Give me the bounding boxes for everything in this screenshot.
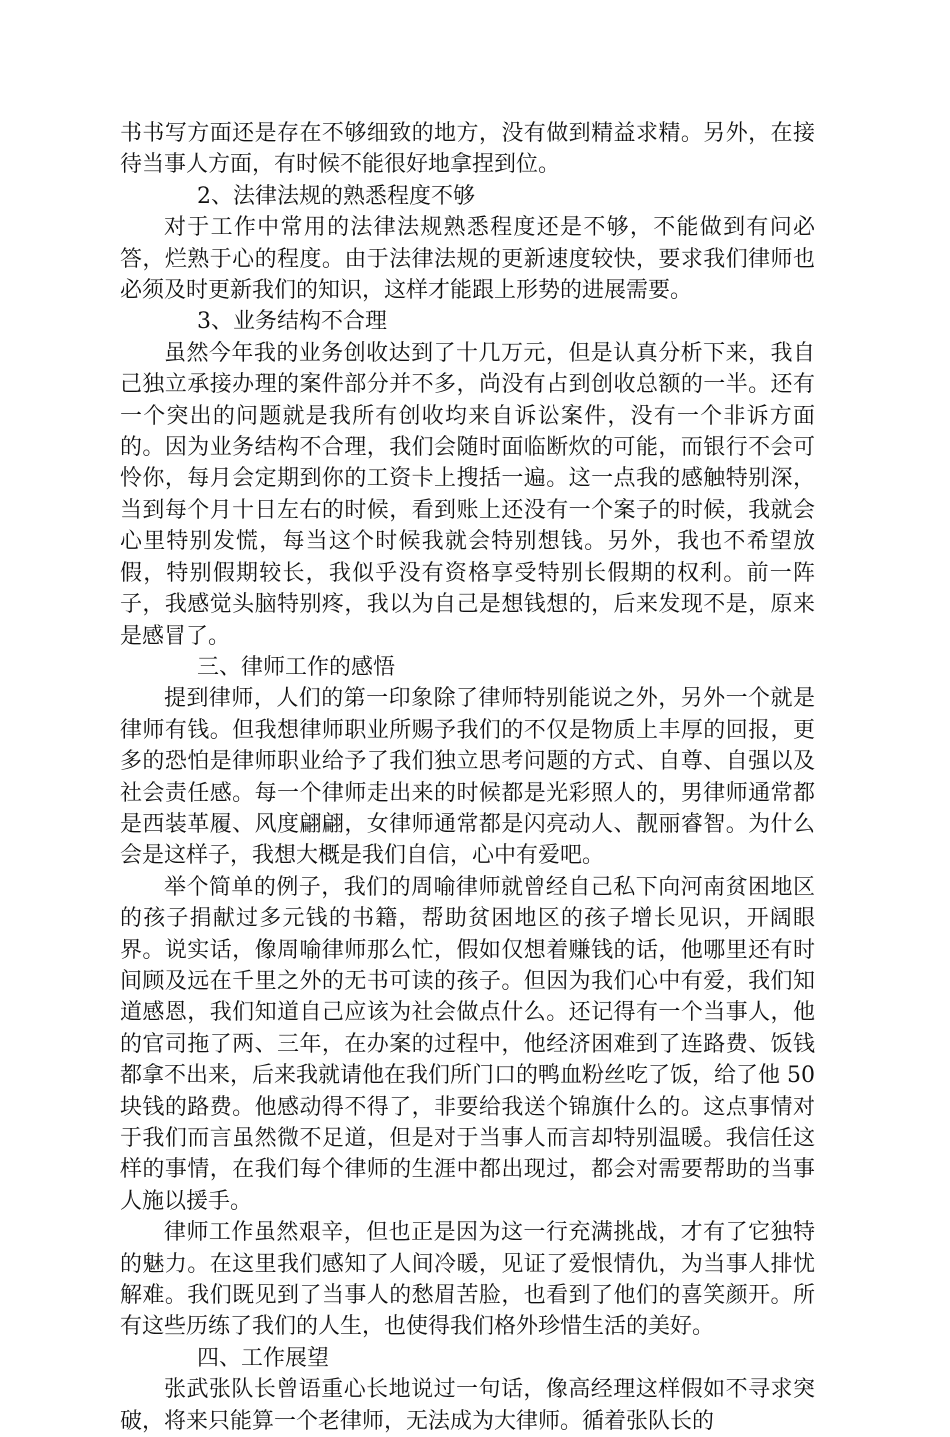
subheading-laws-familiarity: 2、法律法规的熟悉程度不够 [197, 183, 475, 209]
paragraph-outlook: 张武张队长曾语重心长地说过一句话，像高经理这样假如不寻求突破，将来只能算一个老律师，无法成为大律师。循着张队长的 [120, 1377, 815, 1434]
paragraph-business-structure: 虽然今年我的业务创收达到了十几万元，但是认真分析下来，我自己独立承接办理的案件部分并不多，尚没有占到创收总额的一半。还有一个突出的问题就是我所有创收均来自诉讼案件，没有一个非诉方面的。因为业务结构不合理，我们会随时面临断炊的可能，而银行不会可怜你，每月会定期到你的工资卡上搜括一遍。这一点我的感触特别深，当到每个月十日左右的时候，看到账上还没有一个案子的时候，我就会心里特别发慌，每当这个时候我就会特别想钱。另外，我也不希望放假，特别假期较长，我似乎没有资格享受特别长假期的权利。前一阵子，我感觉头脑特别疼，我以为自己是想钱想的，后来发现不是，原来是感冒了。 [120, 340, 815, 649]
paragraph-insights-3: 律师工作虽然艰辛，但也正是因为这一行充满挑战，才有了它独特的魅力。在这里我们感知了人间冷暖，见证了爱恨情仇，为当事人排忧解难。我们既见到了当事人的愁眉苦脸，也看到了他们的喜笑颜开。所有这些历练了我们的人生，也使得我们格外珍惜生活的美好。 [120, 1220, 815, 1340]
paragraph-insights-2: 举个简单的例子，我们的周喻律师就曾经自己私下向河南贫困地区的孩子捐献过多元钱的书籍，帮助贫困地区的孩子增长见识，开阔眼界。说实话，像周喻律师那么忙，假如仅想着赚钱的话，他哪里还有时间顾及远在千里之外的无书可读的孩子。但因为我们心中有爱，我们知道感恩，我们知道自己应该为社会做点什么。还记得有一个当事人，他的官司拖了两、三年，在办案的过程中，他经济困难到了连路费、饭钱都拿不出来，后来我就请他在我们所门口的鸭血粉丝吃了饭，给了他 50 块钱的路费。他感动得不得了，非要给我送个锦旗什么的。这点事情对于我们而言虽然微不足道，但是对于当事人而言却特别温暖。我信任这样的事情，在我们每个律师的生涯中都出现过，都会对需要帮助的当事人施以援手。 [120, 874, 815, 1214]
document-page [120, 118, 815, 1437]
section-heading-insights: 三、律师工作的感悟 [197, 654, 396, 680]
section-heading-outlook: 四、工作展望 [197, 1345, 330, 1371]
paragraph-continuation: 书书写方面还是存在不够细致的地方，没有做到精益求精。另外，在接待当事人方面，有时候不能很好地拿捏到位。 [120, 121, 815, 178]
paragraph-laws-familiarity: 对于工作中常用的法律法规熟悉程度还是不够，不能做到有问必答，烂熟于心的程度。由于法律法规的更新速度较快，要求我们律师也必须及时更新我们的知识，这样才能跟上形势的进展需要。 [120, 215, 815, 304]
paragraph-insights-1: 提到律师，人们的第一印象除了律师特别能说之外，另外一个就是律师有钱。但我想律师职业所赐予我们的不仅是物质上丰厚的回报，更多的恐怕是律师职业给予了我们独立思考问题的方式、自尊、自强以及社会责任感。每一个律师走出来的时候都是光彩照人的，男律师通常都是西装革履、风度翩翩，女律师通常都是闪亮动人、靓丽睿智。为什么会是这样子，我想大概是我们自信，心中有爱吧。 [120, 686, 815, 869]
subheading-business-structure: 3、业务结构不合理 [197, 309, 387, 335]
